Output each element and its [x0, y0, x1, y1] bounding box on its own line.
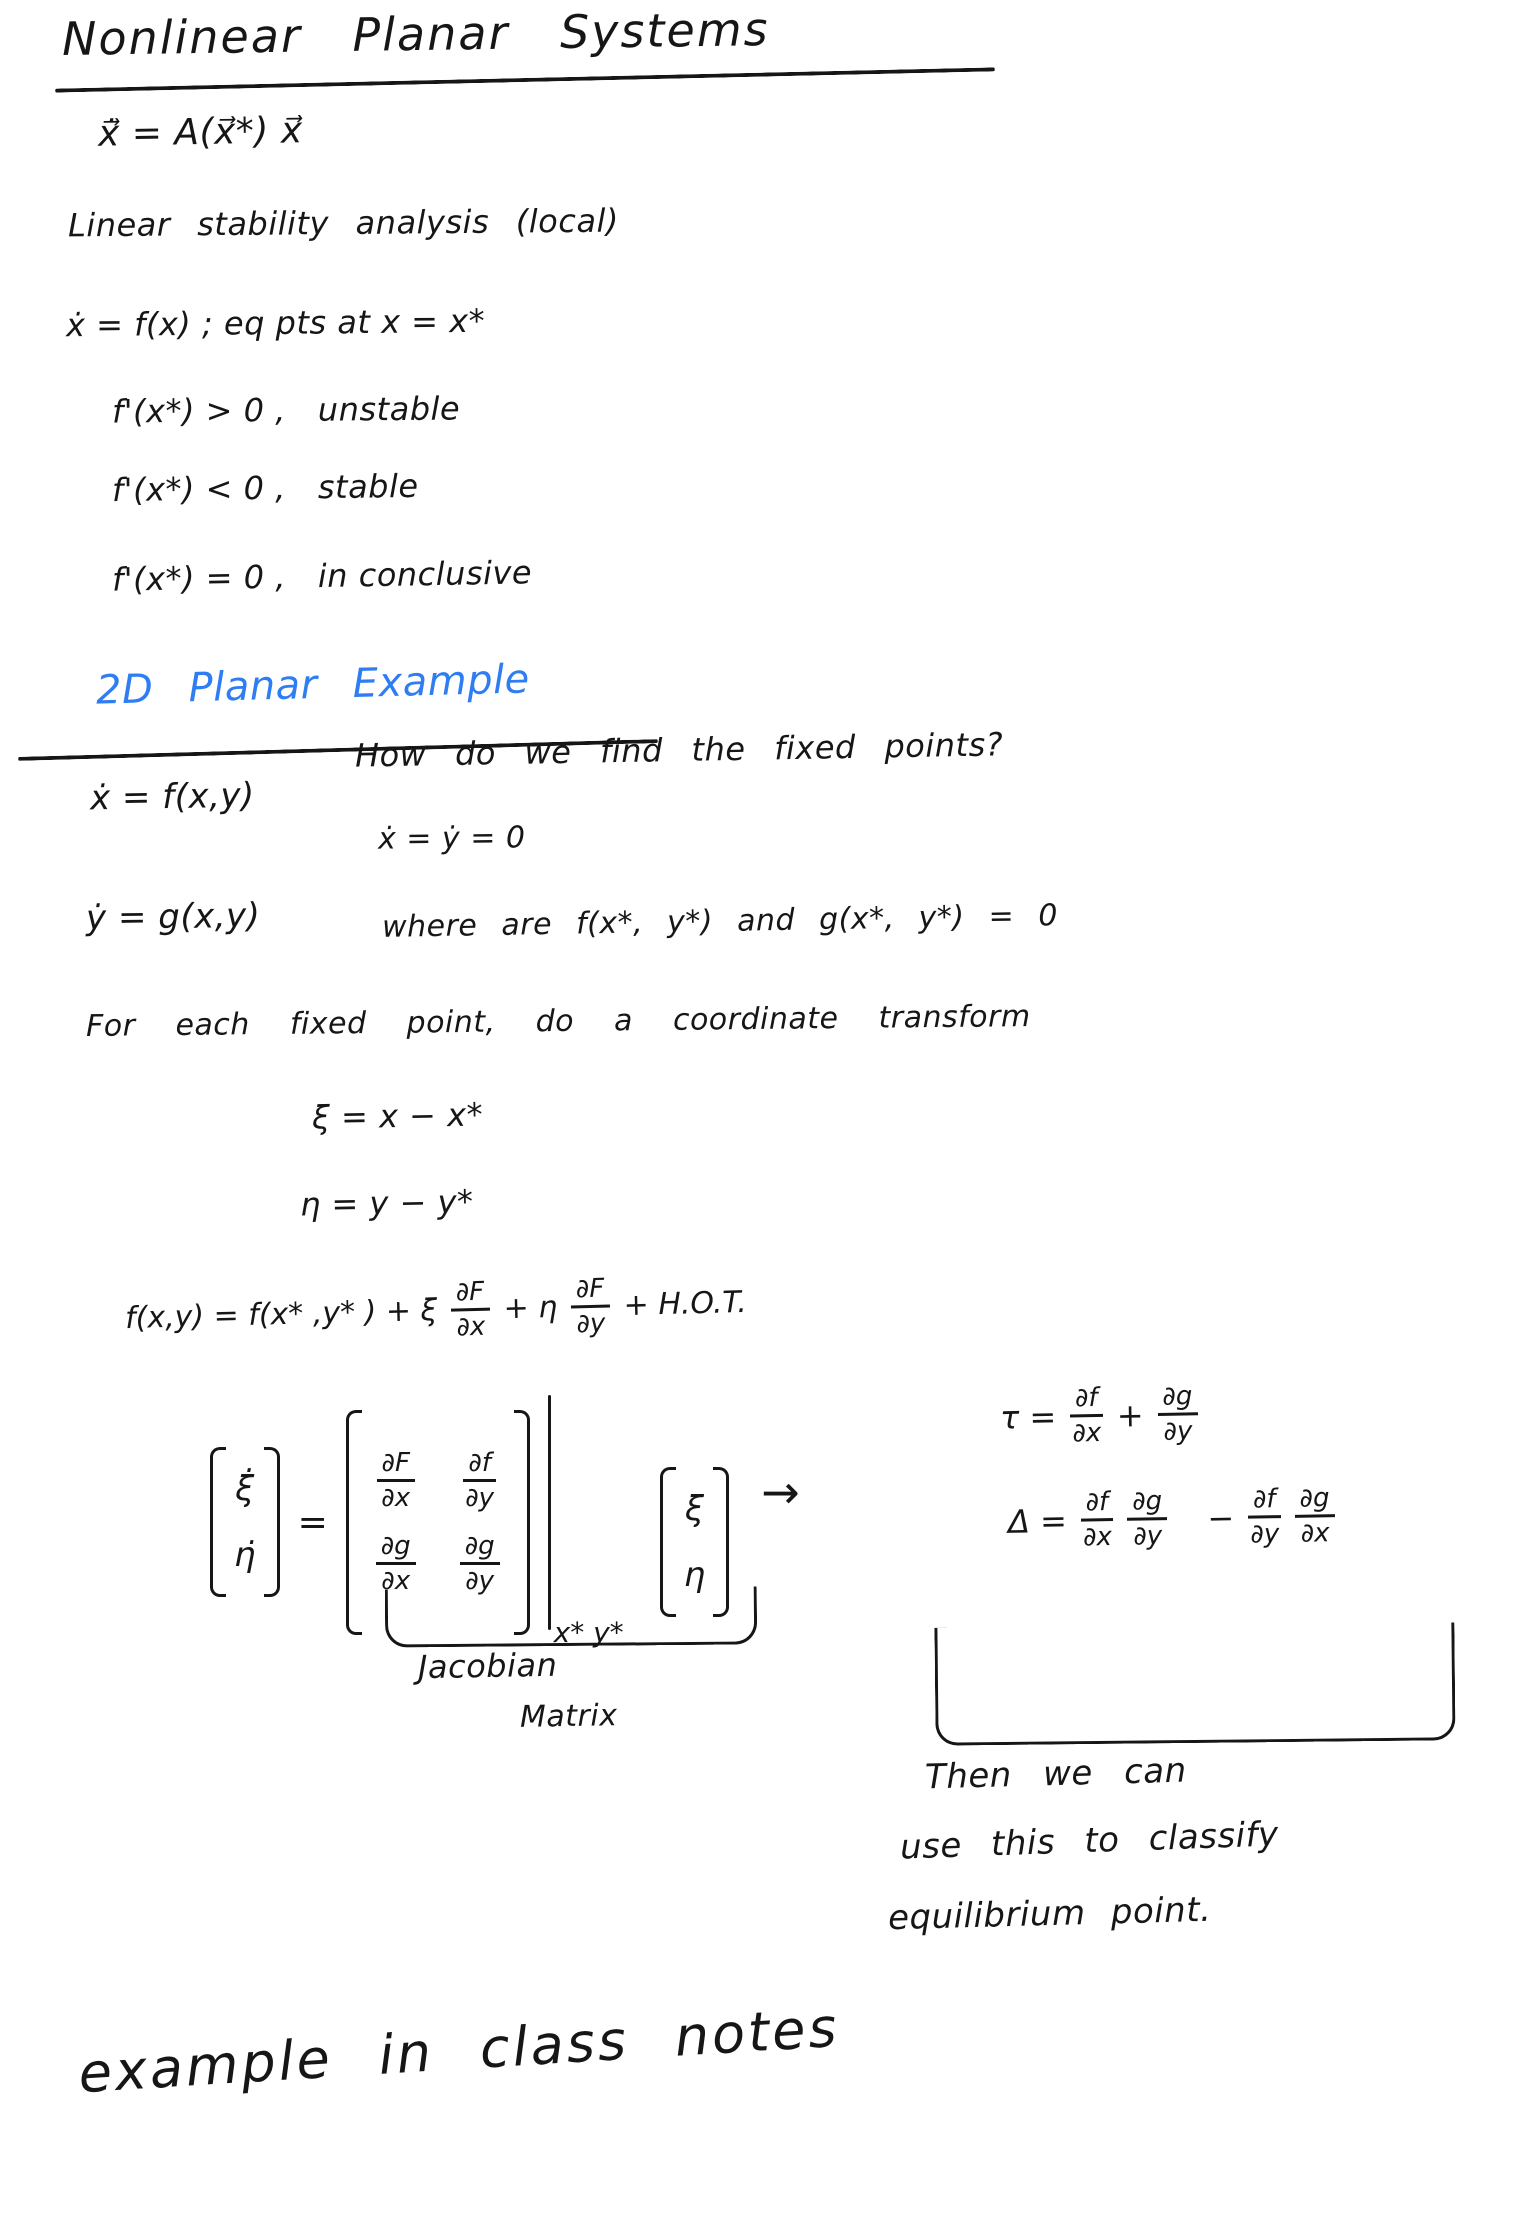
j21: $\frac{\partial g}{\partial x}$ [376, 1533, 416, 1594]
xi: ξ [684, 1489, 704, 1529]
eta-dot: η̇ [234, 1535, 256, 1575]
xi-eta-dot-vector [210, 1447, 280, 1597]
taylor-fraction-df-dy: $\frac{\partial F}{\partial y}$ [570, 1275, 610, 1337]
left-bracket [346, 1410, 362, 1635]
eta: η [683, 1555, 706, 1595]
xi-definition: ξ = x − x* [311, 1095, 484, 1137]
taylor-tail: + H.O.T. [623, 1284, 748, 1324]
stability-analysis-line: Linear stability analysis (local) [67, 201, 620, 245]
taylor-mid: + η [503, 1289, 558, 1327]
j22: $\frac{\partial g}{\partial y}$ [460, 1533, 500, 1594]
right-bracket [264, 1447, 280, 1597]
ydot-equation: ẏ = g(x,y) [85, 895, 261, 939]
case-inconclusive [112, 554, 533, 598]
trace-definition [999, 1383, 1198, 1447]
tau-frac-dg-dy: $\frac{\partial g}{\partial y}$ [1157, 1383, 1198, 1445]
case-stable-label: stable [317, 466, 419, 507]
vector-equation: x⃗̇ = A(x⃗*) x⃗ [97, 110, 303, 155]
trace-det-underbracket [934, 1622, 1455, 1745]
coordinate-transform-line: For each fixed point, do a coordinate transform [85, 999, 1031, 1044]
taylor-lead: f(x,y) = f(x* ,y* ) + ξ [124, 1292, 438, 1337]
j11: $\frac{\partial F}{\partial x}$ [376, 1450, 416, 1511]
case-inconclusive-label: in conclusive [317, 553, 533, 596]
xi-dot: ξ̇ [235, 1469, 255, 1509]
matrix-label: Matrix [519, 1698, 618, 1735]
case-unstable-label: unstable [317, 389, 461, 429]
delta-lhs: Δ = [1007, 1501, 1068, 1541]
where-zero-line: where are f(x*, y*) and g(x*, y*) = 0 [381, 898, 1059, 945]
conclusion-line-3: equilibrium point. [887, 1889, 1212, 1939]
scalar-equation: ẋ = f(x) ; eq pts at x = x* [65, 301, 486, 345]
equals-sign: = [297, 1501, 328, 1543]
plus-sign: + [1116, 1395, 1144, 1435]
evaluation-point: x* y* [553, 1616, 624, 1649]
case-unstable-condition: f'(x*) > 0 , [111, 391, 286, 431]
implies-arrow-icon: → [761, 1465, 802, 1519]
taylor-fraction-df-dx: $\frac{\partial F}{\partial x}$ [450, 1279, 490, 1341]
fixed-points-question: How do we find the fixed points? [354, 725, 1004, 775]
det-frac-df-dy: $\frac{\partial f}{\partial y}$ [1248, 1486, 1282, 1548]
tau-frac-df-dx: $\frac{\partial f}{\partial x}$ [1070, 1385, 1104, 1447]
minus-sign: − [1207, 1498, 1235, 1537]
section-heading-2d-planar-example: 2D Planar Example [95, 656, 531, 714]
det-frac-dg-dx: $\frac{\partial g}{\partial x}$ [1294, 1485, 1335, 1547]
conclusion-line-2: use this to classify [899, 1814, 1280, 1868]
j12: $\frac{\partial f}{\partial y}$ [465, 1448, 495, 1513]
fixed-point-condition: ẋ = ẏ = 0 [377, 820, 526, 857]
conclusion-line-1: Then we can [924, 1750, 1188, 1798]
det-frac-dg-dy: $\frac{\partial g}{\partial y}$ [1127, 1488, 1168, 1550]
xdot-equation: ẋ = f(x,y) [89, 775, 256, 819]
jacobian-underbrace [385, 1586, 757, 1647]
page-title: Nonlinear Planar Systems [61, 2, 770, 66]
det-frac-df-dx: $\frac{\partial f}{\partial x}$ [1080, 1489, 1114, 1551]
title-underline [55, 67, 995, 92]
jacobian-label: Jacobian [417, 1645, 558, 1687]
taylor-expansion [124, 1272, 747, 1349]
case-stable [112, 468, 419, 509]
left-bracket [210, 1447, 226, 1597]
determinant-definition [1007, 1485, 1335, 1552]
footer-note: example in class notes [76, 1995, 842, 2106]
tau-lhs: τ = [999, 1397, 1057, 1437]
case-inconclusive-condition: f'(x*) = 0 , [111, 557, 287, 599]
eta-definition: η = y − y* [299, 1182, 474, 1224]
case-unstable [112, 390, 460, 430]
case-stable-condition: f'(x*) < 0 , [111, 468, 287, 510]
